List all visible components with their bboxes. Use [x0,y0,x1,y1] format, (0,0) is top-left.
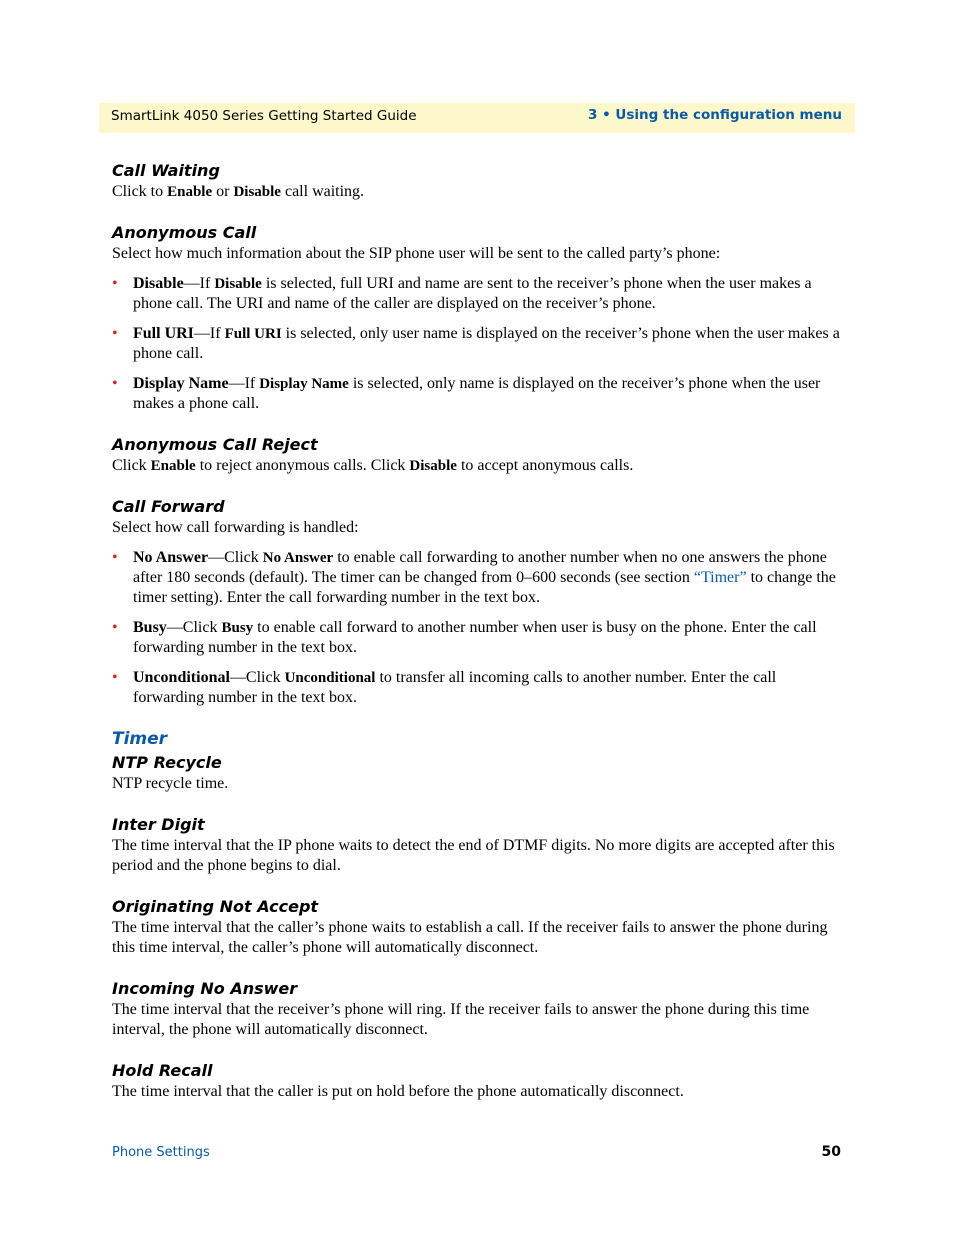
header-document-title: SmartLink 4050 Series Getting Started Guide [111,108,417,124]
originating-not-accept-heading: Originating Not Accept [112,897,319,916]
bullet-icon: • [112,669,118,686]
disable-term: Disable [409,458,457,474]
disable-term: Disable [233,184,281,200]
page-header [99,103,855,133]
hold-recall-heading: Hold Recall [112,1061,213,1080]
enable-term: Enable [167,184,213,200]
text-run: —Click [166,619,222,636]
bullet-icon: • [112,375,118,392]
text-run: to transfer all incoming calls to another number. Enter the call forwarding number in the text box. [133,669,777,706]
incoming-no-answer-heading: Incoming No Answer [112,979,298,998]
ntp-recycle-heading: NTP Recycle [112,753,222,772]
inter-digit-text: The time interval that the IP phone waits to detect the end of DTMF digits. No more digits are accepted after this period and the phone begins to dial. [112,837,835,874]
list-item [112,548,840,608]
anonymous-call-reject-heading: Anonymous Call Reject [112,435,318,454]
text-run: Click [112,457,151,474]
text-run: —Click [229,669,285,686]
option-term: No Answer [133,549,209,566]
list-item [112,374,840,414]
text-run: is selected, only user name is displayed on the receiver’s phone when the user makes a phone call. [133,325,840,362]
anonymous-call-heading: Anonymous Call [112,223,257,242]
incoming-no-answer-text: The time interval that the receiver’s phone will ring. If the receiver fails to answer the phone during this time interval, the phone will automatically disconnect. [112,1001,810,1038]
text-run: to change the timer setting). Enter the call forwarding number in the text box. [133,569,836,606]
option-ui-term: No Answer [262,550,334,566]
bullet-icon: • [112,549,118,566]
option-term: Disable [133,275,184,292]
text-run: to enable call forward to another number when user is busy on the phone. Enter the call forwarding number in the text box. [133,619,817,656]
originating-not-accept-text: The time interval that the caller’s phone waits to establish a call. If the receiver fails to answer the phone during this time interval, the caller’s phone will automatically disconnect. [112,919,828,956]
call-waiting-heading: Call Waiting [112,161,220,180]
option-ui-term: Disable [214,276,262,292]
list-item [112,618,840,658]
bullet-icon: • [112,325,118,342]
text-run: to enable call forwarding to another number when no one answers the phone after 180 seconds (default). The timer can be changed from 0–600 seconds (see section [133,549,827,586]
inter-digit-heading: Inter Digit [112,815,205,834]
list-item [112,324,840,364]
text-run: is selected, only name is displayed on the receiver’s phone when the user makes a phone call. [133,375,821,412]
list-item [112,668,840,708]
option-term: Display Name [133,375,229,392]
option-ui-term: Full URI [224,326,282,342]
option-ui-term: Busy [221,620,254,636]
footer-section-title: Phone Settings [112,1145,210,1160]
text-run: —Click [208,549,263,566]
text-run: —If [228,375,260,392]
page-content [112,160,840,1122]
text-run: or [212,183,234,200]
call-forward-intro: Select how call forwarding is handled: [112,519,359,536]
call-waiting-text [112,182,840,202]
anonymous-call-options [112,274,840,414]
option-term: Busy [133,619,167,636]
ntp-recycle-text: NTP recycle time. [112,775,229,792]
text-run: to accept anonymous calls. [456,457,634,474]
bullet-icon: • [112,275,118,292]
timer-section-title: Timer [112,729,168,749]
text-run: —If [183,275,215,292]
anonymous-call-intro: Select how much information about the SIP phone user will be sent to the called party’s phone: [112,245,721,262]
anonymous-call-reject-text [112,456,840,476]
text-run: Click to [112,183,168,200]
bullet-icon: • [112,619,118,636]
text-run: —If [193,325,225,342]
hold-recall-text: The time interval that the caller is put on hold before the phone automatically disconnect. [112,1083,684,1100]
header-chapter-title: 3 • Using the configuration menu [588,107,842,123]
call-forward-options [112,548,840,708]
list-item [112,274,840,314]
text-run: to reject anonymous calls. Click [195,457,410,474]
call-forward-heading: Call Forward [112,497,225,516]
option-ui-term: Unconditional [284,670,376,686]
option-ui-term: Display Name [259,376,349,392]
timer-section-link[interactable]: “Timer” [693,569,747,586]
option-term: Full URI [133,325,194,342]
option-term: Unconditional [133,669,230,686]
page-number: 50 [821,1144,841,1160]
enable-term: Enable [150,458,196,474]
text-run: call waiting. [280,183,365,200]
text-run: is selected, full URI and name are sent to the receiver’s phone when the user makes a phone call. The URI and name of the caller are displayed on the receiver’s phone. [133,275,812,312]
